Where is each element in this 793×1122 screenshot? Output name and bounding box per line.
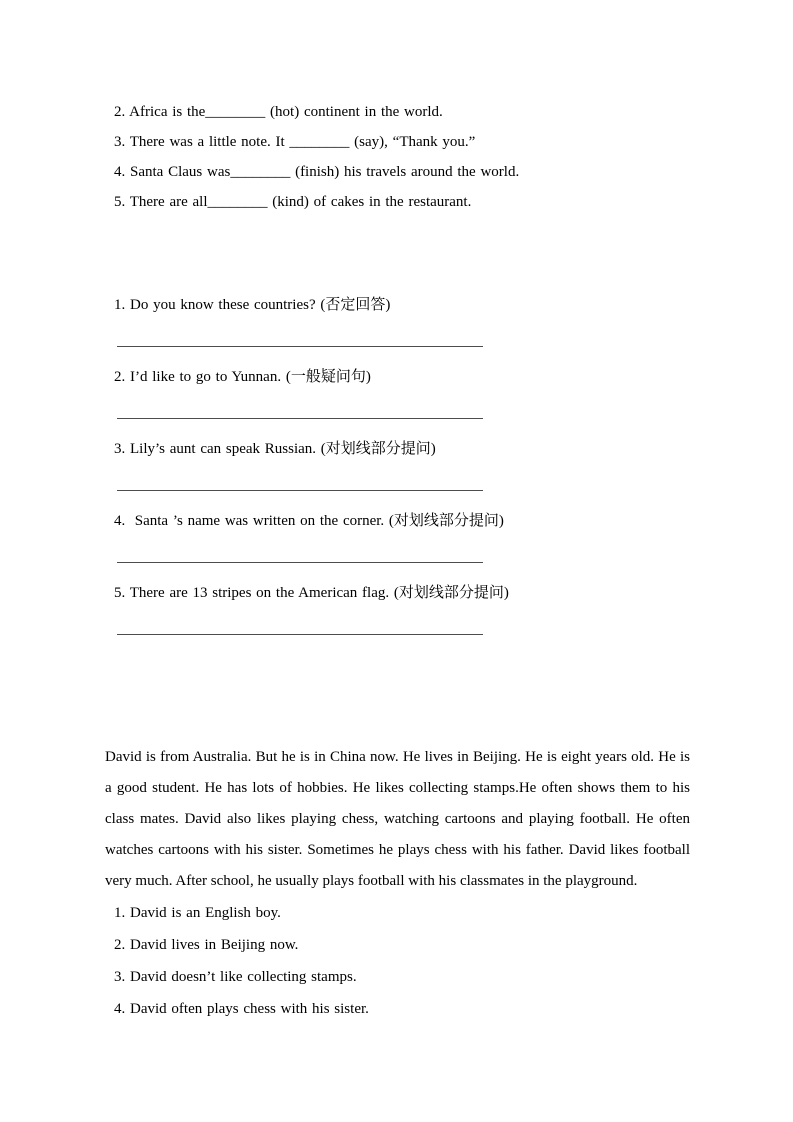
- rewrite-question-5: 5. There are 13 stripes on the American flag. (对划线部分提问): [114, 585, 509, 601]
- statement-1: 1. David is an English boy.: [114, 905, 281, 921]
- statement-2: 2. David lives in Beijing now.: [114, 937, 299, 953]
- rewrite-item-5: [114, 578, 734, 635]
- answer-line-2: [117, 418, 483, 419]
- answer-line-1: [117, 346, 483, 347]
- answer-line-4: [117, 562, 483, 563]
- fill-blank-question-3: 3. There was a little note. It ________ (say), “Thank you.”: [114, 134, 476, 150]
- rewrite-item-4: [114, 506, 734, 563]
- section-reading: [105, 742, 690, 897]
- rewrite-item-3: [114, 434, 734, 491]
- section-verb-forms: [114, 97, 734, 217]
- rewrite-question-4: 4. Santa ’s name was written on the corner. (对划线部分提问): [114, 513, 504, 529]
- section-sentence-rewrite: [114, 290, 734, 650]
- rewrite-question-2: 2. I’d like to go to Yunnan. (一般疑问句): [114, 369, 371, 385]
- rewrite-question-1: 1. Do you know these countries? (否定回答): [114, 297, 391, 313]
- fill-blank-question-5: 5. There are all________ (kind) of cakes in the restaurant.: [114, 194, 472, 210]
- reading-passage: David is from Australia. But he is in China now. He lives in Beijing. He is eight years old. He is a good student. He has lots of hobbies. He likes collecting stamps.He often shows them to his class mates. David also likes playing chess, watching cartoons and playing football. He often watches cartoons with his sister. Sometimes he plays chess with his father. David likes football very much. After school, he usually plays football with his classmates in the playground.: [105, 749, 690, 889]
- reading-statements: [114, 897, 714, 1025]
- fill-blank-question-2: 2. Africa is the________ (hot) continent in the world.: [114, 104, 443, 120]
- fill-blank-question-4: 4. Santa Claus was________ (finish) his travels around the world.: [114, 164, 520, 180]
- answer-line-3: [117, 490, 483, 491]
- answer-line-5: [117, 634, 483, 635]
- rewrite-item-1: [114, 290, 734, 347]
- rewrite-question-3: 3. Lily’s aunt can speak Russian. (对划线部分提问): [114, 441, 436, 457]
- rewrite-item-2: [114, 362, 734, 419]
- statement-3: 3. David doesn’t like collecting stamps.: [114, 969, 357, 985]
- statement-4: 4. David often plays chess with his sister.: [114, 1001, 369, 1017]
